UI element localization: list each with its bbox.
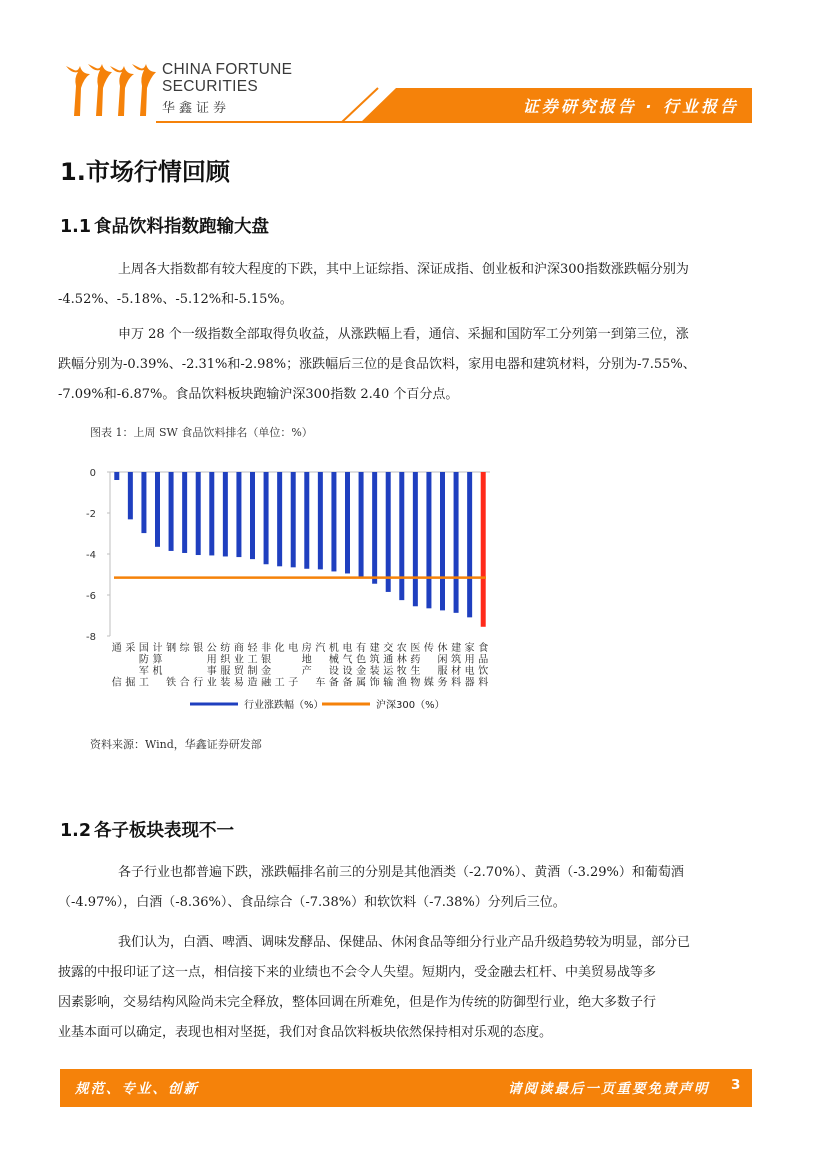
x-category-label: 钢铁: [166, 643, 177, 689]
x-category-label: 休闲服务: [437, 643, 448, 689]
subsection-title: 食品饮料指数跑输大盘: [94, 217, 269, 237]
bar: [291, 472, 296, 567]
bar: [467, 472, 472, 617]
x-category-label: 通信: [111, 643, 122, 689]
x-category-label: 电气设备: [342, 643, 353, 689]
x-category-label: 银行: [193, 643, 204, 689]
x-category-label: 农林牧渔: [396, 643, 407, 689]
bar: [481, 472, 486, 627]
x-category-label: 家用电器: [464, 643, 475, 689]
x-category-label: 交通运输: [383, 643, 394, 689]
x-category-label: 房地产: [301, 643, 312, 677]
legend-label-industry: 行业涨跌幅（%）: [244, 700, 324, 711]
paragraph-line: 上周各大指数都有较大程度的下跌，其中上证综指、深证成指、创业板和沪深300指数涨跌幅分别为: [118, 262, 689, 277]
y-tick-label: -2: [86, 509, 96, 520]
x-category-label: 机械设备: [328, 643, 339, 689]
x-category-label: 建筑材料: [451, 643, 462, 689]
x-category-label: 有色金属: [356, 643, 367, 689]
bar: [454, 472, 459, 613]
legend-label-hs300: 沪深300（%）: [376, 700, 445, 711]
bar: [169, 472, 174, 551]
bar: [114, 472, 119, 480]
bar: [128, 472, 133, 519]
footer-disclaimer-link[interactable]: 请阅读最后一页重要免责声明: [508, 1081, 710, 1097]
subsection-heading: [60, 817, 234, 842]
x-category-label: 商业贸易: [233, 643, 244, 689]
paragraph-line: 因素影响，交易结构风险尚未完全释放，整体回调在所难免，但是作为传统的防御型行业，绝大多数子行: [58, 995, 657, 1010]
x-category-label: 计算机: [152, 643, 163, 677]
bar: [359, 472, 364, 578]
y-tick-label: -6: [86, 591, 96, 602]
x-category-label: 电子: [288, 643, 299, 689]
x-category-label: 化工: [274, 643, 285, 689]
bar: [426, 472, 431, 608]
paragraph-subsector-ranking: [58, 858, 760, 918]
bar: [372, 472, 377, 584]
bar: [413, 472, 418, 606]
figure-source: 资料来源：Wind，华鑫证券研发部: [90, 738, 262, 751]
paragraph-sw-ranking: [58, 320, 760, 410]
bar: [304, 472, 309, 569]
bar: [399, 472, 404, 600]
paragraph-outlook: [58, 928, 760, 1048]
y-tick-label: -4: [86, 550, 96, 561]
x-category-label: 建筑装饰: [369, 643, 380, 689]
logo-english-line2: SECURITIES: [162, 78, 259, 95]
report-type-label: 证券研究报告 · 行业报告: [522, 97, 739, 116]
x-category-label: 传媒: [423, 643, 434, 689]
bar: [386, 472, 391, 592]
bar: [250, 472, 255, 559]
x-category-label: 国防军工: [138, 643, 149, 689]
footer-slogan: 规范、专业、创新: [75, 1081, 199, 1097]
x-category-label: 医药生物: [410, 643, 421, 689]
x-category-label: 食品饮料: [478, 643, 489, 689]
subsection-title: 各子板块表现不一: [94, 821, 234, 841]
bar: [440, 472, 445, 610]
section-title: 1.市场行情回顾: [60, 158, 230, 186]
paragraph-index-summary: [58, 255, 760, 315]
y-tick-label: 0: [89, 468, 96, 479]
paragraph-line: 申万 28 个一级指数全部取得负收益，从涨跌幅上看，通信、采掘和国防军工分列第一到第三位，涨: [118, 327, 689, 342]
bar: [209, 472, 214, 555]
bar: [182, 472, 187, 553]
figure-title: 图表 1：上周 SW 食品饮料排名（单位：%）: [90, 426, 313, 439]
page-number: 3: [731, 1077, 741, 1093]
paragraph-line: -7.09%和-6.87%。食品饮料板块跑输沪深300指数 2.40 个百分点。: [58, 387, 459, 402]
paragraph-line: （-4.97%），白酒（-8.36%）、食品综合（-7.38%）和软饮料（-7.38%）分列后三位。: [58, 895, 566, 910]
y-tick-label: -8: [86, 632, 96, 643]
subsection-number: 1.2: [60, 821, 92, 841]
bar: [155, 472, 160, 547]
bar: [264, 472, 269, 564]
x-category-label: 纺织服装: [220, 643, 231, 689]
paragraph-line: 各子行业也都普遍下跌，涨跌幅排名前三的分别是其他酒类（-2.70%）、黄酒（-3.29%）和葡萄酒: [118, 865, 684, 880]
bar: [236, 472, 241, 557]
x-category-label: 公用事业: [206, 643, 217, 689]
paragraph-line: 跌幅分别为-0.39%、-2.31%和-2.98%；涨跌幅后三位的是食品饮料，家用电器和建筑材料，分别为-7.55%、: [58, 357, 696, 372]
logo-chinese: 华鑫证券: [162, 101, 231, 116]
x-category-label: 非银金融: [261, 643, 272, 689]
paragraph-line: -4.52%、-5.18%、-5.12%和-5.15%。: [58, 292, 293, 307]
paragraph-line: 披露的中报印证了这一点，相信接下来的业绩也不会令人失望。短期内，受金融去杠杆、中美贸易战等多: [58, 965, 657, 980]
bar: [331, 472, 336, 571]
logo-english-line1: CHINA FORTUNE: [162, 61, 293, 78]
x-category-label: 综合: [179, 643, 190, 689]
bar: [223, 472, 228, 556]
x-category-label: 采掘: [125, 643, 136, 689]
bar: [196, 472, 201, 555]
bar: [345, 472, 350, 573]
x-category-label: 汽车: [315, 643, 326, 689]
bar: [277, 472, 282, 566]
paragraph-line: 我们认为，白酒、啤酒、调味发酵品、保健品、休闲食品等细分行业产品升级趋势较为明显，部分已: [118, 935, 691, 950]
x-category-label: 轻工制造: [247, 643, 258, 689]
subsection-number: 1.1: [60, 217, 92, 237]
bar: [318, 472, 323, 569]
subsection-heading: [60, 213, 269, 238]
bar: [141, 472, 146, 533]
industry-return-chart: [88, 458, 508, 718]
paragraph-line: 业基本面可以确定，表现也相对坚挺，我们对食品饮料板块依然保持相对乐观的态度。: [58, 1025, 553, 1040]
